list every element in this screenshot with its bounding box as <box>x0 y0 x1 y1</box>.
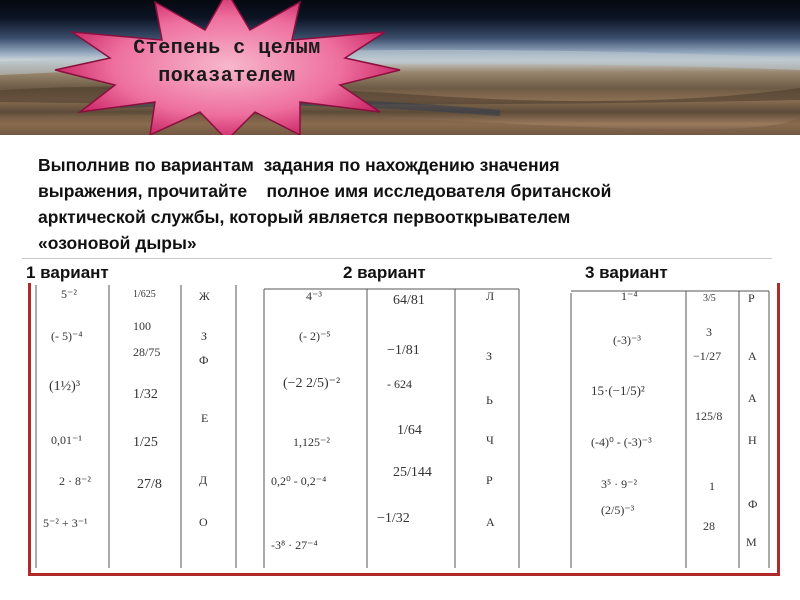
v2-answer-5: 25/144 <box>393 465 432 480</box>
v3-answer-1: 3/5 <box>703 293 716 304</box>
v1-answer-3: 28/75 <box>133 345 161 359</box>
v3-expr-2: (-3)⁻³ <box>613 333 641 347</box>
v1-letter-4: Е <box>201 411 209 425</box>
divider <box>22 258 772 259</box>
v1-answer-2: 100 <box>133 319 151 333</box>
v2-answer-4: 1/64 <box>397 423 422 438</box>
v3-answer-4: 125/8 <box>695 409 723 423</box>
variant-tables <box>28 283 780 576</box>
v3-expr-3: 15·(−1/5)² <box>591 383 645 398</box>
v3-expr-4: (-4)⁰ - (-3)⁻³ <box>591 435 652 449</box>
v1-expr-3: (1½)³ <box>49 379 81 394</box>
v1-letter-1: Ж <box>199 289 210 303</box>
v3-letter-5: Ф <box>748 497 758 511</box>
v2-letter-2: З <box>486 349 493 363</box>
v3-letter-1: Р <box>748 291 755 305</box>
v3-expr-5: 3⁵ · 9⁻² <box>601 477 638 491</box>
v3-letter-6: М <box>746 535 757 549</box>
variant-3-heading: 3 вариант <box>585 263 668 282</box>
v1-answer-6: 27/8 <box>137 477 162 492</box>
v1-expr-2: (- 5)⁻⁴ <box>51 329 83 343</box>
v3-letter-3: А <box>748 391 757 405</box>
v1-answer-4: 1/32 <box>133 387 158 402</box>
v3-answer-6: 28 <box>703 519 715 533</box>
v2-answer-2: −1/81 <box>387 343 420 358</box>
v2-answer-3: - 624 <box>387 377 412 391</box>
v2-letter-5: Р <box>486 473 493 487</box>
v2-answer-1: 64/81 <box>393 293 425 308</box>
v3-answer-5: 1 <box>709 479 715 493</box>
title-line-1: Степень с целым <box>133 37 321 60</box>
variant-1-heading: 1 вариант <box>26 263 109 282</box>
title-line-2: показателем <box>158 65 296 88</box>
v1-expr-5: 2 · 8⁻² <box>59 474 91 488</box>
v2-letter-4: Ч <box>486 433 494 447</box>
v1-letter-2: З <box>201 329 208 343</box>
v3-letter-4: Н <box>748 433 757 447</box>
v2-letter-6: А <box>486 515 495 529</box>
v2-letter-3: Ь <box>486 393 493 407</box>
v1-answer-5: 1/25 <box>133 435 158 450</box>
task-description: Выполнив по вариантам задания по нахождению значения выражения, прочитайте полное имя исследователя британской арктической службы, который является первооткрывателем «озоновой дыры» <box>38 155 612 253</box>
v1-expr-4: 0,01⁻¹ <box>51 433 82 447</box>
v1-letter-5: Д <box>199 473 208 487</box>
v2-answer-6: −1/32 <box>377 511 410 526</box>
v2-expr-3: (−2 2/5)⁻² <box>283 376 341 391</box>
v3-answer-2: 3 <box>706 325 712 339</box>
v1-letter-6: О <box>199 515 208 529</box>
v3-letter-2: А <box>748 349 757 363</box>
v2-expr-6: -3⁸ · 27⁻⁴ <box>271 538 318 552</box>
page-title <box>92 35 362 91</box>
v1-expr-6: 5⁻² + 3⁻¹ <box>43 516 88 530</box>
variant-2-heading: 2 вариант <box>343 263 426 282</box>
v2-expr-1: 4⁻³ <box>306 289 322 303</box>
v2-letter-1: Л <box>486 289 495 303</box>
v3-expr-6: (2/5)⁻³ <box>601 503 635 517</box>
v3-answer-3: −1/27 <box>693 349 722 363</box>
v2-expr-2: (- 2)⁻⁵ <box>299 329 331 343</box>
v1-expr-1: 5⁻² <box>61 287 77 301</box>
v1-letter-3: Ф <box>199 353 209 367</box>
v1-answer-1: 1/625 <box>133 289 156 300</box>
v2-expr-5: 0,2⁰ - 0,2⁻⁴ <box>271 474 327 488</box>
v3-expr-1: 1⁻⁴ <box>621 289 638 303</box>
v2-expr-4: 1,125⁻² <box>293 435 330 449</box>
header-banner <box>0 0 800 135</box>
